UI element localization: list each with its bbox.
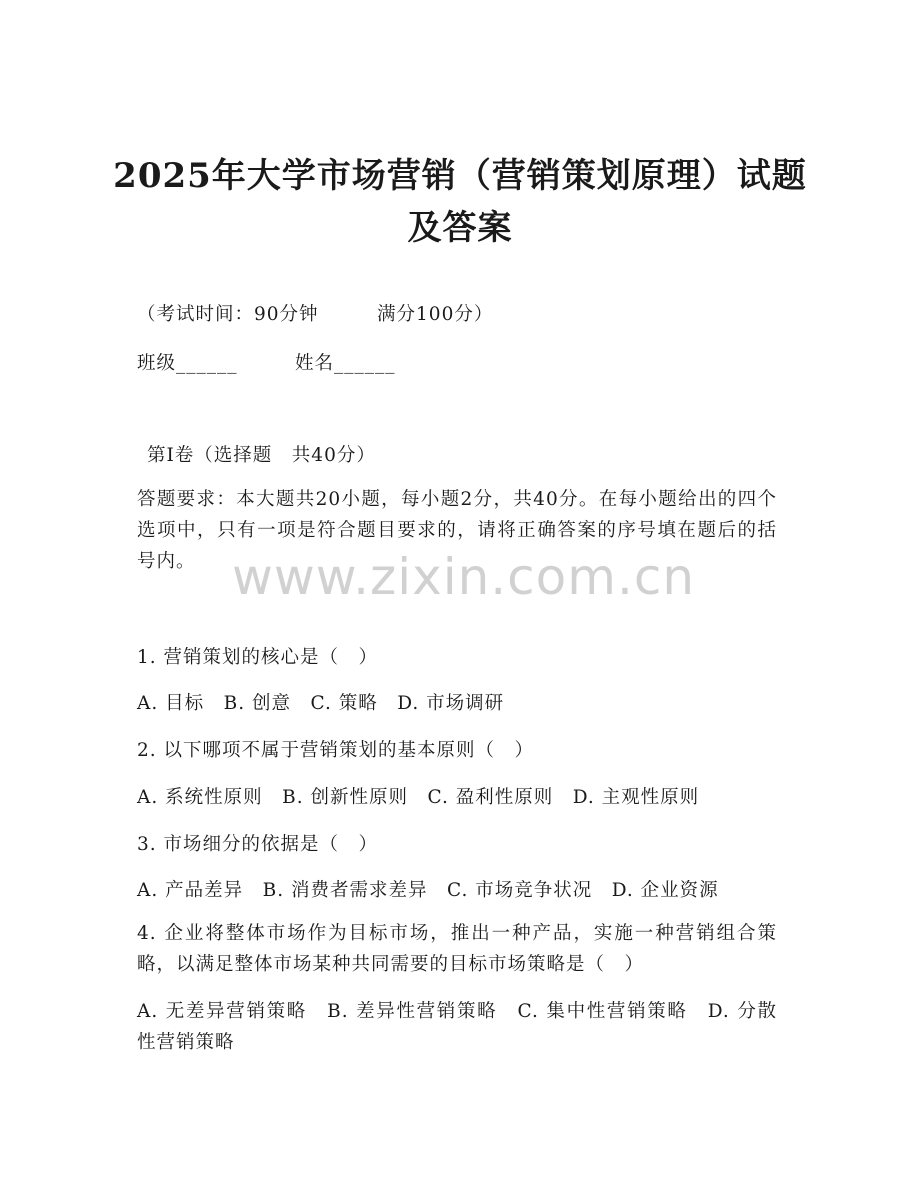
question-4-stem: 4. 企业将整体市场作为目标市场，推出一种产品，实施一种营销组合策略，以满足整体市场某种共同需要的目标市场策略是（ ） [137,923,777,975]
page-title: 2025年大学市场营销（营销策划原理）试题及答案 [113,156,807,248]
question-2-stem: 2. 以下哪项不属于营销策划的基本原则（ ） [137,740,535,761]
question-3-options: A. 产品差异 B. 消费者需求差异 C. 市场竞争状况 D. 企业资源 [137,880,719,901]
exam-info: （考试时间：90分钟 满分100分） [137,304,494,325]
answer-instructions: 答题要求：本大题共20小题，每小题2分，共40分。在每小题给出的四个选项中，只有一项是符合题目要求的，请将正确答案的序号填在题后的括号内。 [137,489,777,572]
question-4-options: A. 无差异营销策略 B. 差异性营销策略 C. 集中性营销策略 D. 分散性营销策略 [137,1001,777,1053]
question-1-stem: 1. 营销策划的核心是（ ） [137,647,379,668]
watermark: www.zixin.com.cn [232,548,696,606]
question-2-options: A. 系统性原则 B. 创新性原则 C. 盈利性原则 D. 主观性原则 [137,787,700,808]
section-title: 第Ⅰ卷（选择题 共40分） [147,445,376,466]
question-3-stem: 3. 市场细分的依据是（ ） [137,834,379,855]
question-1-options: A. 目标 B. 创意 C. 策略 D. 市场调研 [137,693,505,714]
class-field-label: 班级______ [137,353,238,374]
name-field-label: 姓名______ [295,353,396,374]
